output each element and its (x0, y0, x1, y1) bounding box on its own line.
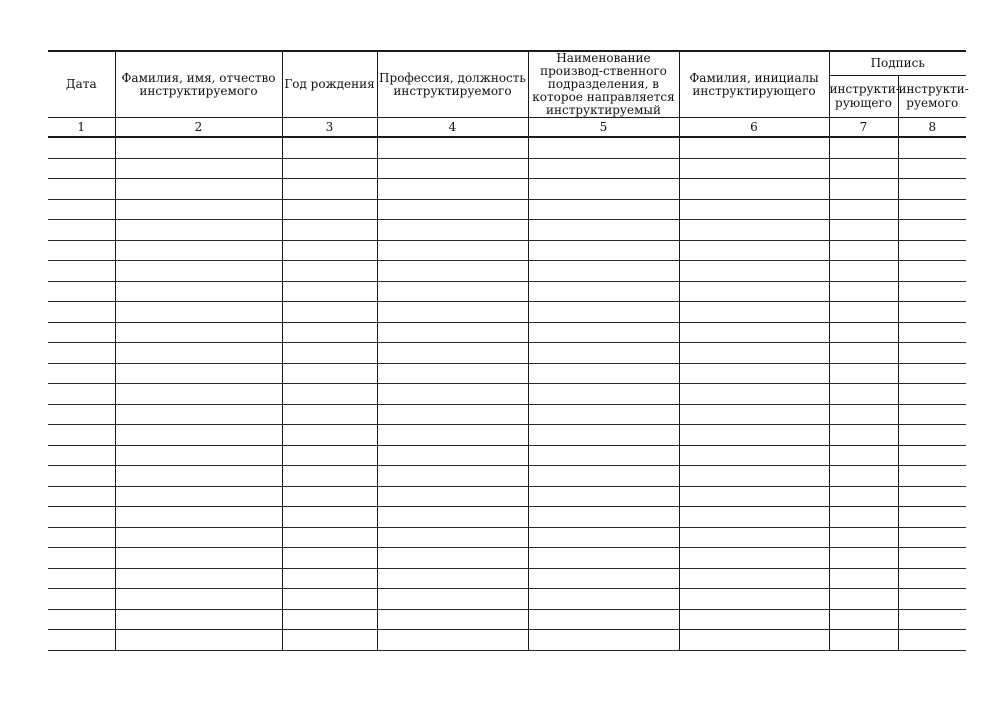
table-cell[interactable] (282, 261, 377, 282)
table-cell[interactable] (48, 568, 115, 589)
table-cell[interactable] (48, 527, 115, 548)
table-cell[interactable] (528, 486, 679, 507)
table-cell[interactable] (679, 240, 829, 261)
table-cell[interactable] (377, 486, 528, 507)
table-cell[interactable] (679, 261, 829, 282)
table-cell[interactable] (115, 486, 282, 507)
table-cell[interactable] (115, 322, 282, 343)
table-cell[interactable] (48, 220, 115, 241)
table-cell[interactable] (679, 466, 829, 487)
table-cell[interactable] (898, 609, 966, 630)
table-cell[interactable] (48, 137, 115, 158)
table-cell[interactable] (829, 404, 898, 425)
table-cell[interactable] (528, 609, 679, 630)
header-signature-instructor-text: инструкти-рующего (829, 82, 900, 111)
table-cell[interactable] (48, 486, 115, 507)
table-cell[interactable] (898, 343, 966, 364)
table-row (48, 527, 966, 548)
table-cell[interactable] (282, 322, 377, 343)
table-cell[interactable] (898, 548, 966, 569)
table-cell[interactable] (48, 466, 115, 487)
header-signature-instructed (898, 75, 969, 117)
table-cell[interactable] (679, 322, 829, 343)
table-cell[interactable] (898, 486, 966, 507)
table-cell[interactable] (829, 240, 898, 261)
table-cell[interactable] (679, 609, 829, 630)
table-cell[interactable] (528, 425, 679, 446)
column-number: 7 (829, 118, 898, 138)
table-cell[interactable] (115, 609, 282, 630)
table-cell[interactable] (377, 527, 528, 548)
table-cell[interactable] (282, 609, 377, 630)
table-cell[interactable] (377, 404, 528, 425)
table-cell[interactable] (679, 137, 829, 158)
table-cell[interactable] (377, 466, 528, 487)
table-cell[interactable] (48, 609, 115, 630)
table-cell[interactable] (115, 630, 282, 651)
table-cell[interactable] (282, 589, 377, 610)
table-cell[interactable] (48, 630, 115, 651)
table-cell[interactable] (829, 281, 898, 302)
table-row (48, 363, 966, 384)
table-cell[interactable] (528, 507, 679, 528)
table-cell[interactable] (829, 322, 898, 343)
table-row (48, 281, 966, 302)
instruction-journal-table (48, 50, 969, 651)
table-row (48, 322, 966, 343)
table-cell[interactable] (679, 404, 829, 425)
table-cell[interactable] (377, 609, 528, 630)
table-cell[interactable] (898, 281, 966, 302)
table-cell[interactable] (679, 281, 829, 302)
table-cell[interactable] (377, 322, 528, 343)
table-cell[interactable] (829, 609, 898, 630)
table-cell[interactable] (679, 302, 829, 323)
table-row (48, 486, 966, 507)
header-signature: Подпись (829, 51, 966, 75)
table-cell[interactable] (829, 568, 898, 589)
table-cell[interactable] (377, 363, 528, 384)
table-cell[interactable] (377, 630, 528, 651)
table-cell[interactable] (898, 630, 966, 651)
table-cell[interactable] (679, 220, 829, 241)
table-cell[interactable] (528, 343, 679, 364)
header-department (528, 51, 679, 118)
column-number: 4 (377, 118, 528, 138)
table-row (48, 343, 966, 364)
table-cell[interactable] (679, 343, 829, 364)
table-cell[interactable] (282, 568, 377, 589)
table-cell[interactable] (528, 404, 679, 425)
table-cell[interactable] (898, 261, 966, 282)
table-cell[interactable] (679, 568, 829, 589)
table-cell[interactable] (377, 445, 528, 466)
table-cell[interactable] (115, 199, 282, 220)
table-cell[interactable] (679, 384, 829, 405)
table-cell[interactable] (115, 363, 282, 384)
table-cell[interactable] (898, 425, 966, 446)
column-number: 3 (282, 118, 377, 138)
column-number: 2 (115, 118, 282, 138)
table-cell[interactable] (282, 630, 377, 651)
table-cell[interactable] (115, 281, 282, 302)
table-cell[interactable] (115, 302, 282, 323)
table-cell[interactable] (377, 240, 528, 261)
table-cell[interactable] (48, 158, 115, 179)
table-cell[interactable] (679, 589, 829, 610)
table-cell[interactable] (528, 199, 679, 220)
table-cell[interactable] (377, 220, 528, 241)
header-birth-year: Год рождения (282, 51, 377, 118)
table-cell[interactable] (829, 486, 898, 507)
table-cell[interactable] (282, 240, 377, 261)
table-cell[interactable] (898, 302, 966, 323)
table-cell[interactable] (528, 302, 679, 323)
table-cell[interactable] (829, 343, 898, 364)
header-row (48, 51, 966, 75)
table-cell[interactable] (528, 466, 679, 487)
table-cell[interactable] (679, 486, 829, 507)
table-cell[interactable] (528, 548, 679, 569)
table-cell[interactable] (528, 445, 679, 466)
table-cell[interactable] (48, 179, 115, 200)
table-cell[interactable] (679, 363, 829, 384)
table-cell[interactable] (282, 179, 377, 200)
table-row (48, 199, 966, 220)
table-cell[interactable] (115, 548, 282, 569)
table-cell[interactable] (115, 527, 282, 548)
table-cell[interactable] (48, 281, 115, 302)
table-cell[interactable] (48, 302, 115, 323)
table-cell[interactable] (48, 548, 115, 569)
table-row (48, 466, 966, 487)
table-cell[interactable] (528, 240, 679, 261)
table-row (48, 240, 966, 261)
table-cell[interactable] (282, 404, 377, 425)
table-cell[interactable] (48, 240, 115, 261)
header-full-name (115, 51, 282, 118)
table-cell[interactable] (829, 445, 898, 466)
table-cell[interactable] (115, 137, 282, 158)
column-number: 6 (679, 118, 829, 138)
table-cell[interactable] (282, 343, 377, 364)
table-cell[interactable] (528, 589, 679, 610)
table-cell[interactable] (679, 158, 829, 179)
table-cell[interactable] (829, 466, 898, 487)
table-cell[interactable] (282, 220, 377, 241)
table-cell[interactable] (115, 466, 282, 487)
table-cell[interactable] (377, 589, 528, 610)
header-date: Дата (48, 51, 115, 118)
table-cell[interactable] (528, 179, 679, 200)
table-cell[interactable] (377, 425, 528, 446)
journal-body (48, 137, 966, 650)
table-cell[interactable] (898, 363, 966, 384)
table-cell[interactable] (679, 179, 829, 200)
table-row (48, 425, 966, 446)
table-cell[interactable] (829, 158, 898, 179)
table-cell[interactable] (528, 630, 679, 651)
table-cell[interactable] (115, 343, 282, 364)
table-cell[interactable] (48, 507, 115, 528)
table-row (48, 404, 966, 425)
table-cell[interactable] (898, 568, 966, 589)
header-signature-instructed-text: инструкти-руемого (898, 82, 969, 111)
table-cell[interactable] (377, 384, 528, 405)
table-cell[interactable] (115, 240, 282, 261)
table-cell[interactable] (48, 384, 115, 405)
table-cell[interactable] (377, 568, 528, 589)
table-cell[interactable] (282, 445, 377, 466)
table-cell[interactable] (377, 158, 528, 179)
table-cell[interactable] (377, 137, 528, 158)
table-cell[interactable] (115, 445, 282, 466)
table-cell[interactable] (48, 199, 115, 220)
table-cell[interactable] (679, 548, 829, 569)
table-cell[interactable] (829, 548, 898, 569)
table-cell[interactable] (282, 466, 377, 487)
table-row (48, 568, 966, 589)
table-cell[interactable] (528, 261, 679, 282)
table-cell[interactable] (679, 199, 829, 220)
table-cell[interactable] (282, 302, 377, 323)
table-cell[interactable] (115, 384, 282, 405)
table-cell[interactable] (282, 158, 377, 179)
table-cell[interactable] (829, 630, 898, 651)
table-cell[interactable] (679, 507, 829, 528)
table-cell[interactable] (829, 220, 898, 241)
table-cell[interactable] (282, 548, 377, 569)
table-row (48, 630, 966, 651)
table-cell[interactable] (528, 568, 679, 589)
table-cell[interactable] (48, 322, 115, 343)
table-cell[interactable] (898, 589, 966, 610)
table-cell[interactable] (48, 589, 115, 610)
table-cell[interactable] (282, 486, 377, 507)
table-cell[interactable] (829, 137, 898, 158)
table-cell[interactable] (115, 220, 282, 241)
header-instructor (679, 51, 829, 118)
table-cell[interactable] (829, 589, 898, 610)
table-cell[interactable] (48, 404, 115, 425)
table-cell[interactable] (898, 384, 966, 405)
table-cell[interactable] (282, 507, 377, 528)
table-cell[interactable] (829, 384, 898, 405)
table-cell[interactable] (829, 527, 898, 548)
table-cell[interactable] (829, 261, 898, 282)
table-cell[interactable] (829, 507, 898, 528)
table-cell[interactable] (48, 425, 115, 446)
table-cell[interactable] (115, 507, 282, 528)
header-profession-text: Профессия, должность инструктируемого (379, 70, 526, 98)
column-number-row (48, 118, 966, 138)
table-row (48, 220, 966, 241)
table-cell[interactable] (282, 425, 377, 446)
table-cell[interactable] (282, 137, 377, 158)
header-profession (377, 51, 528, 118)
column-number: 5 (528, 118, 679, 138)
table-cell[interactable] (115, 261, 282, 282)
table-cell[interactable] (282, 281, 377, 302)
table-cell[interactable] (528, 220, 679, 241)
table-row (48, 548, 966, 569)
table-cell[interactable] (528, 384, 679, 405)
table-row (48, 609, 966, 630)
table-cell[interactable] (115, 425, 282, 446)
table-cell[interactable] (829, 199, 898, 220)
header-instructor-text: Фамилия, инициалы инструктирующего (689, 70, 819, 98)
table-cell[interactable] (898, 240, 966, 261)
header-signature-instructor (829, 75, 898, 117)
table-cell[interactable] (898, 404, 966, 425)
table-cell[interactable] (377, 199, 528, 220)
table-cell[interactable] (679, 445, 829, 466)
table-cell[interactable] (377, 302, 528, 323)
table-cell[interactable] (528, 322, 679, 343)
table-cell[interactable] (528, 158, 679, 179)
table-row (48, 158, 966, 179)
table-cell[interactable] (48, 445, 115, 466)
header-full-name-text: Фамилия, имя, отчество инструктируемого (121, 70, 276, 98)
table-cell[interactable] (898, 199, 966, 220)
table-cell[interactable] (377, 179, 528, 200)
table-row (48, 507, 966, 528)
table-cell[interactable] (48, 363, 115, 384)
table-cell[interactable] (898, 466, 966, 487)
table-cell[interactable] (829, 302, 898, 323)
table-row (48, 384, 966, 405)
table-cell[interactable] (528, 281, 679, 302)
table-cell[interactable] (679, 527, 829, 548)
table-row (48, 589, 966, 610)
table-cell[interactable] (829, 363, 898, 384)
table-cell[interactable] (898, 158, 966, 179)
table-cell[interactable] (377, 343, 528, 364)
table-cell[interactable] (898, 445, 966, 466)
table-cell[interactable] (115, 568, 282, 589)
table-cell[interactable] (898, 322, 966, 343)
table-cell[interactable] (679, 425, 829, 446)
table-cell[interactable] (115, 404, 282, 425)
table-cell[interactable] (282, 363, 377, 384)
column-number: 8 (898, 118, 966, 138)
table-cell[interactable] (282, 384, 377, 405)
table-row (48, 445, 966, 466)
table-cell[interactable] (528, 527, 679, 548)
table-cell[interactable] (829, 179, 898, 200)
table-cell[interactable] (679, 630, 829, 651)
header-department-text: Наименование производ-ственного подразделения, в которое направляется инструктируемый (532, 51, 675, 117)
table-cell[interactable] (48, 343, 115, 364)
table-cell[interactable] (115, 589, 282, 610)
table-row (48, 179, 966, 200)
table-cell[interactable] (282, 199, 377, 220)
table-cell[interactable] (898, 527, 966, 548)
table-cell[interactable] (898, 179, 966, 200)
table-cell[interactable] (528, 363, 679, 384)
table-cell[interactable] (377, 281, 528, 302)
table-cell[interactable] (528, 137, 679, 158)
table-cell[interactable] (898, 507, 966, 528)
table-cell[interactable] (377, 261, 528, 282)
table-cell[interactable] (898, 137, 966, 158)
column-number: 1 (48, 118, 115, 138)
table-row (48, 137, 966, 158)
table-cell[interactable] (115, 158, 282, 179)
table-cell[interactable] (377, 548, 528, 569)
table-cell[interactable] (48, 261, 115, 282)
table-row (48, 302, 966, 323)
table-cell[interactable] (115, 179, 282, 200)
table-cell[interactable] (377, 507, 528, 528)
table-cell[interactable] (282, 527, 377, 548)
table-row (48, 261, 966, 282)
table-cell[interactable] (898, 220, 966, 241)
table-cell[interactable] (829, 425, 898, 446)
